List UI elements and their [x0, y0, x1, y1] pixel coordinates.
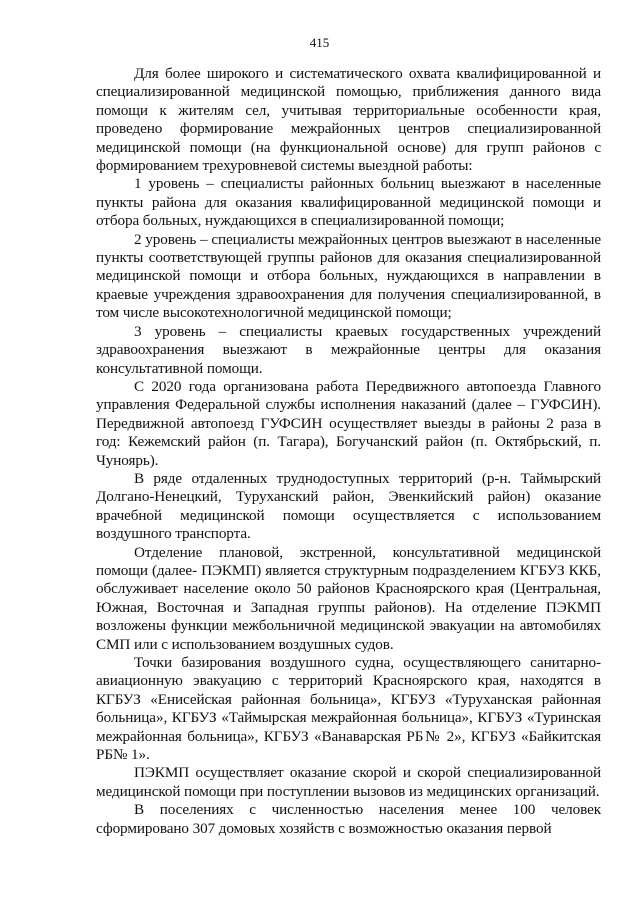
paragraph-aircraft-bases: Точки базирования воздушного судна, осуществляющего санитарно-авиационную эвакуацию с территорий Красноярского края, находятся в КГБУЗ «Енисейская районная больница», КГБУЗ «Туруханская районная больница», КГБУЗ «Таймырская межрайонная больница», КГБУЗ «Туринская межрайонная больница», КГБУЗ «Ванаварская РБ№ 2», КГБУЗ «Байкитская РБ№ 1». [96, 654, 601, 764]
paragraph-gufsin: С 2020 года организована работа Передвижного автопоезда Главного управления Федеральной службы исполнения наказаний (далее – ГУФСИН). Передвижной автопоезд ГУФСИН осуществляет выезды в районы 2 раза в год: Кежемский район (п. Тагара), Богучанский район (п. Октябрьский, п. Чуноярь). [96, 377, 601, 469]
paragraph-households: В поселениях с численностью населения менее 100 человек сформировано 307 домовых хозяйств с возможностью оказания первой [96, 801, 601, 837]
paragraph-level-3: 3 уровень – специалисты краевых государственных учреждений здравоохранения выезжают в межрайонные центры для оказания консультативной помощи. [96, 322, 601, 377]
paragraph-level-1: 1 уровень – специалисты районных больниц выезжают в населенные пункты района для оказания квалифицированной медицинской помощи и отбора больных, нуждающихся в специализированной помощи; [96, 175, 601, 230]
paragraph-intro: Для более широкого и систематического охвата квалифицированной и специализированной медицинской помощью, приближения данного вида помощи к жителям сел, учитывая территориальные особенности края, проведено формирование межрайонных центров специализированной медицинской помощи (на функциональной основе) для групп районов с формированием трехуровневой системы выездной работы: [96, 65, 601, 175]
paragraph-remote-territories: В ряде отдаленных труднодоступных территорий (р-н. Таймырский Долгано-Ненецкий, Туруханский район, Эвенкийский район) оказание врачебной медицинской помощи осуществляется с использованием воздушного транспорта. [96, 469, 601, 543]
page-number: 415 [309, 35, 330, 50]
document-body [96, 65, 601, 838]
paragraph-pekmp-department: Отделение плановой, экстренной, консультативной медицинской помощи (далее- ПЭКМП) является структурным подразделением КГБУЗ ККБ, обслуживает население около 50 районов Красноярского края (Центральная, Южная, Восточная и Западная группы районов). На отделение ПЭКМП возложены функции межбольничной медицинской эвакуации на автомобилях СМП или с использованием воздушных судов. [96, 543, 601, 653]
paragraph-level-2: 2 уровень – специалисты межрайонных центров выезжают в населенные пункты соответствующей группы районов для оказания специализированной медицинской помощи и отбора больных, нуждающихся в направлении в краевые учреждения здравоохранения для получения специализированной, в том числе высокотехнологичной медицинской помощи; [96, 230, 601, 322]
paragraph-pekmp-services: ПЭКМП осуществляет оказание скорой и скорой специализированной медицинской помощи при поступлении вызовов из медицинских организаций. [96, 764, 601, 800]
